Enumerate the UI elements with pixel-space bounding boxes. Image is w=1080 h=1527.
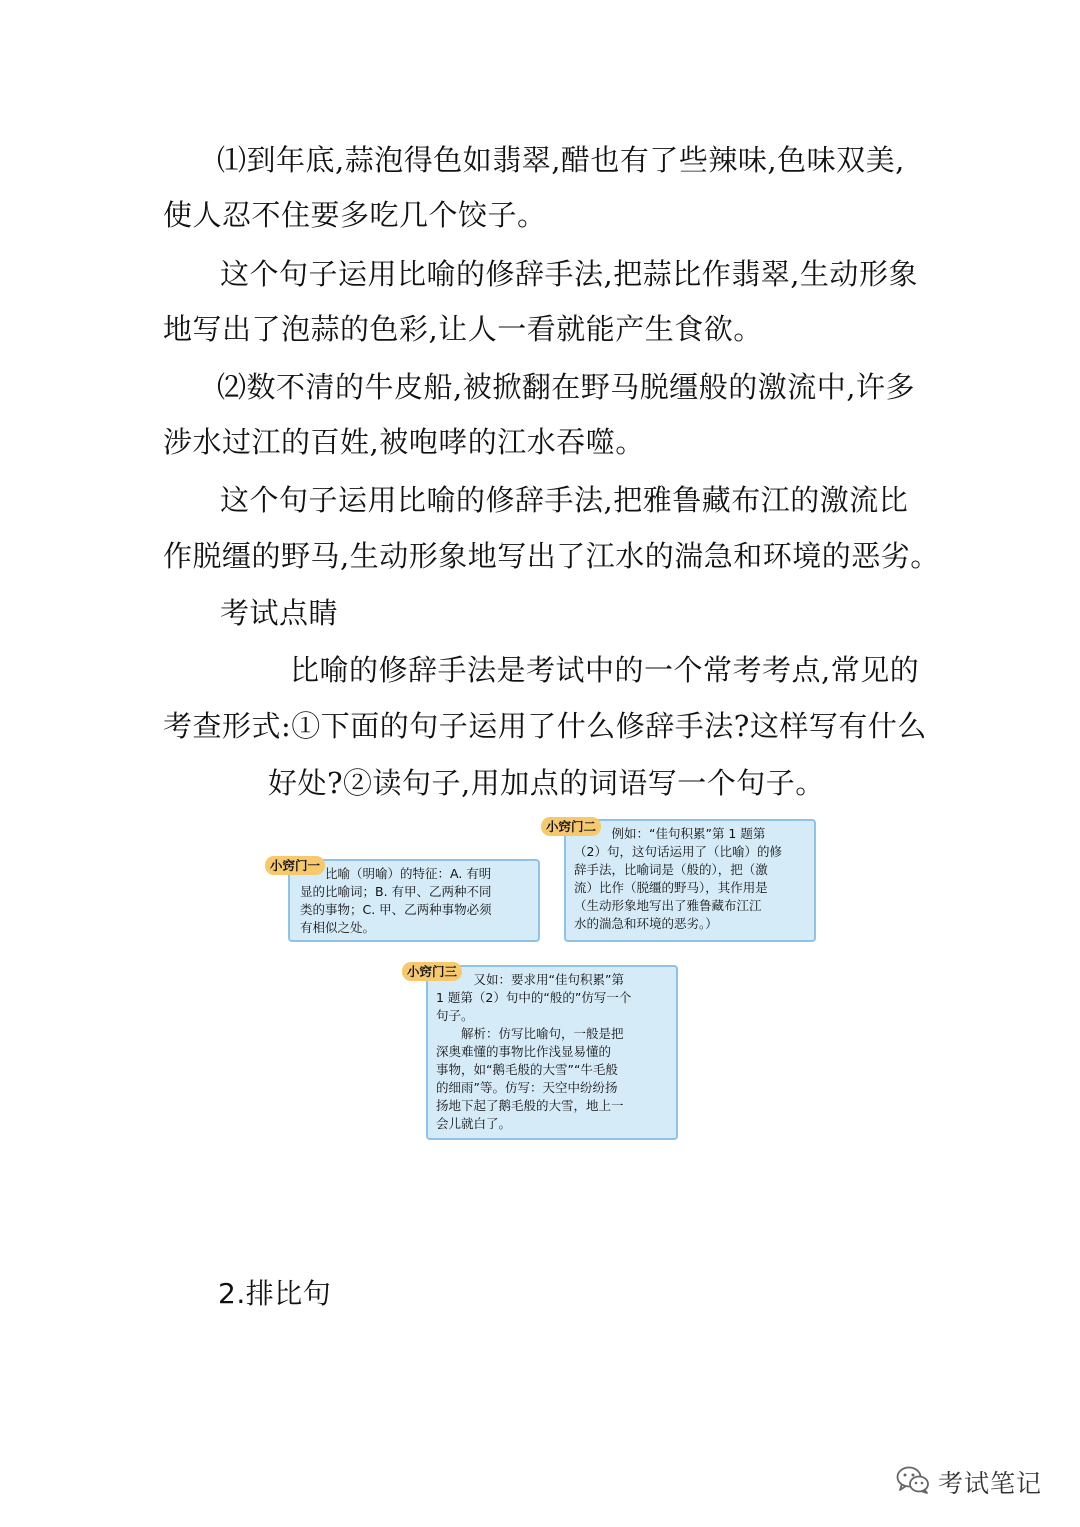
paragraph-line: ⑵数不清的牛皮船,被掀翻在野马脱缰般的激流中,许多: [217, 370, 915, 404]
paragraph-line: 使人忍不住要多吃几个饺子。: [163, 198, 547, 232]
tip-tag-3: 小窍门三: [402, 962, 462, 981]
tip-line: 会儿就白了。: [436, 1116, 512, 1131]
tip-line: 1 题第（2）句中的“般的”仿写一个: [436, 990, 632, 1005]
paragraph-line: ⑴到年底,蒜泡得色如翡翠,醋也有了些辣味,色味双美,: [217, 143, 905, 177]
paragraph-line: 这个句子运用比喻的修辞手法,把蒜比作翡翠,生动形象: [220, 257, 918, 291]
tip-line: 有相似之处。: [300, 920, 376, 935]
wechat-icon: [896, 1465, 930, 1499]
tip-line: 流）比作（脱缰的野马），其作用是: [574, 880, 768, 895]
tip-line: 水的湍急和环境的恶劣。）: [574, 916, 718, 931]
paragraph-line: 好处?②读句子,用加点的词语写一个句子。: [268, 766, 825, 800]
section-heading: 2.排比句: [218, 1277, 332, 1310]
tip-line: （2）句，这句话运用了（比喻）的修: [574, 844, 782, 859]
tip-line: 扬地下起了鹅毛般的大雪，地上一: [436, 1098, 624, 1113]
paragraph-line: 这个句子运用比喻的修辞手法,把雅鲁藏布江的激流比: [220, 483, 909, 517]
watermark-text: 考试笔记: [938, 1469, 1043, 1498]
tip-line: 又如：要求用“佳句积累”第: [473, 972, 624, 987]
exam-highlight-heading: 考试点睛: [220, 596, 339, 630]
tip-tag-1: 小窍门一: [265, 856, 325, 875]
tip-line: 例如：“佳句积累”第 1 题第: [611, 826, 766, 841]
watermark: [896, 1462, 1042, 1502]
tip-box-1: [288, 859, 540, 942]
tip-tag-2: 小窍门二: [541, 817, 601, 836]
tip-line: 的细雨”等。仿写：天空中纷纷扬: [436, 1080, 618, 1095]
tip-box-2: [564, 819, 816, 942]
tip-line: 深奥难懂的事物比作浅显易懂的: [436, 1044, 612, 1059]
paragraph-line: 考查形式:①下面的句子运用了什么修辞手法?这样写有什么: [163, 709, 927, 743]
paragraph-line: 涉水过江的百姓,被咆哮的江水吞噬。: [163, 425, 645, 459]
paragraph-line: 地写出了泡蒜的色彩,让人一看就能产生食欲。: [163, 312, 763, 346]
tip-line: 句子。: [436, 1008, 474, 1023]
tip-box-3: [426, 965, 678, 1140]
paragraph-line: 作脱缰的野马,生动形象地写出了江水的湍急和环境的恶劣。: [163, 539, 940, 573]
tip-line: 比喻（明喻）的特征：A. 有明: [325, 866, 492, 881]
paragraph-line: 比喻的修辞手法是考试中的一个常考考点,常见的: [290, 653, 920, 687]
tip-line: 辞手法，比喻词是（般的），把（激: [574, 862, 768, 877]
tip-line: 显的比喻词；B. 有甲、乙两种不同: [300, 884, 492, 899]
tip-line: 解析：仿写比喻句，一般是把: [436, 1026, 624, 1041]
tip-line: 类的事物；C. 甲、乙两种事物必须: [300, 902, 492, 917]
tip-line: 事物，如“鹅毛般的大雪”“牛毛般: [436, 1062, 618, 1077]
tip-line: （生动形象地写出了雅鲁藏布江江: [574, 898, 762, 913]
